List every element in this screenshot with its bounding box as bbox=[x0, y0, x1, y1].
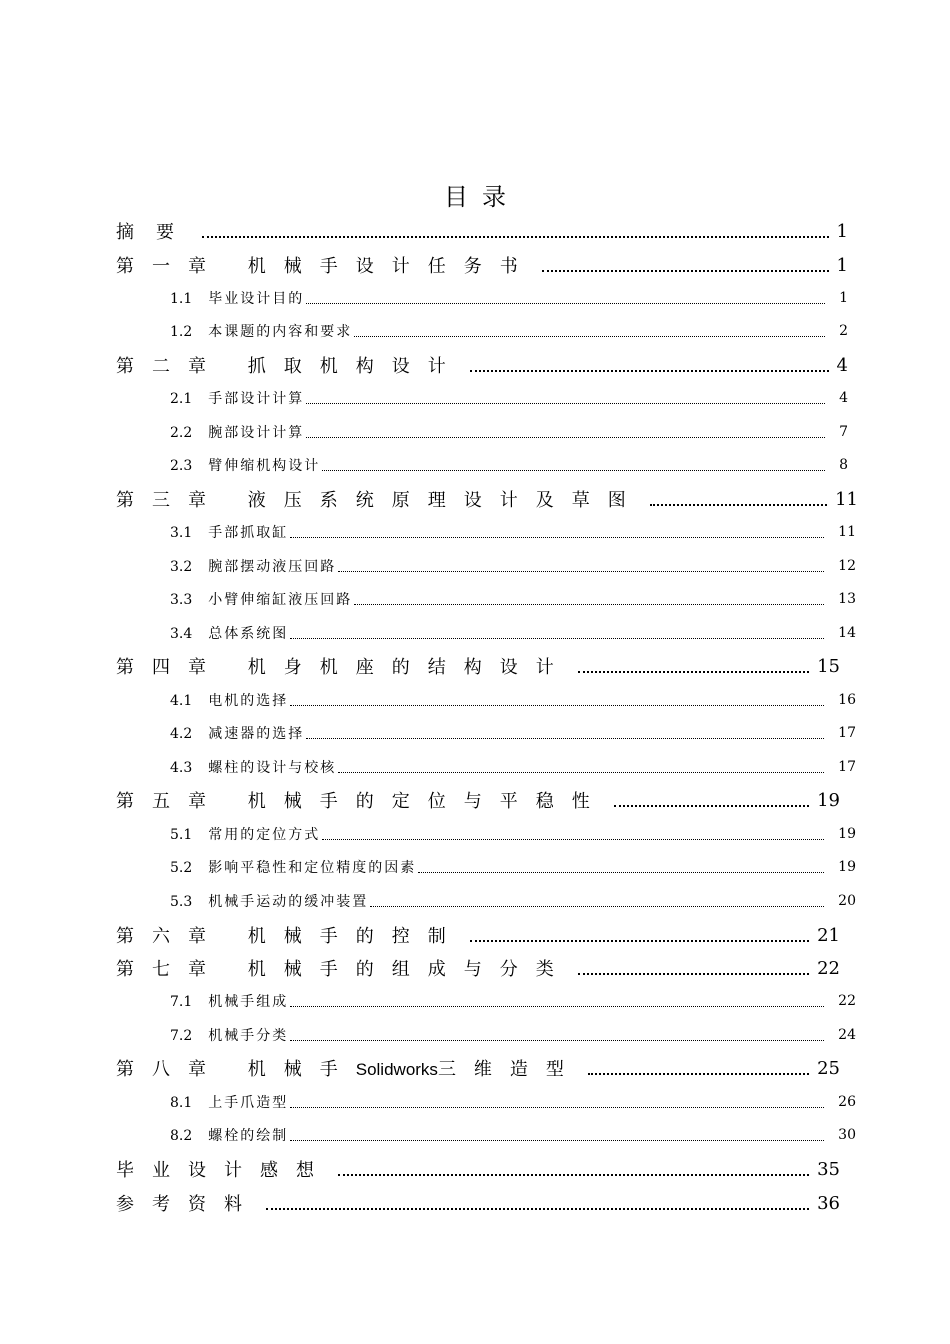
toc-entry-label bbox=[170, 1125, 288, 1145]
toc-page-number: 19 bbox=[838, 859, 856, 875]
toc-dot-leader bbox=[470, 940, 809, 942]
toc-section-title: 毕业设计目的 bbox=[208, 291, 305, 307]
toc-entry-label bbox=[170, 757, 336, 777]
toc-entry-label bbox=[170, 623, 288, 643]
toc-chapter-entry[interactable] bbox=[116, 1186, 840, 1220]
toc-entry-label: 第八章 机械手Solidworks三维造型 bbox=[116, 1059, 582, 1080]
toc-dot-leader bbox=[338, 772, 824, 773]
toc-page-number: 17 bbox=[838, 759, 856, 775]
toc-chapter-entry[interactable] bbox=[116, 649, 840, 683]
toc-section-entry[interactable] bbox=[170, 984, 856, 1018]
toc-section-title: 臂伸缩机构设计 bbox=[208, 458, 321, 474]
toc-entry-label: 第七章 机械手的组成与分类 bbox=[116, 959, 572, 980]
toc-page-number: 30 bbox=[838, 1127, 856, 1143]
toc-section-title: 螺柱的设计与校核 bbox=[208, 760, 337, 776]
toc-page-number: 25 bbox=[817, 1057, 840, 1079]
toc-page-number: 13 bbox=[838, 591, 856, 607]
toc-section-title: 影响平稳性和定位精度的因素 bbox=[208, 860, 417, 876]
toc-entry-label: 第五章 机械手的定位与平稳性 bbox=[116, 791, 608, 812]
toc-section-number: 3.3 bbox=[170, 592, 193, 608]
toc-section-title: 常用的定位方式 bbox=[208, 827, 321, 843]
toc-entry-label: 第二章 抓取机构设计 bbox=[116, 356, 464, 377]
toc-section-entry[interactable] bbox=[170, 750, 856, 784]
toc-entry-label: 摘要 bbox=[116, 222, 196, 243]
toc-dot-leader bbox=[306, 303, 825, 304]
toc-section-entry[interactable] bbox=[170, 549, 856, 583]
toc-dot-leader bbox=[306, 738, 824, 739]
toc-section-entry[interactable] bbox=[170, 850, 856, 884]
toc-section-number: 2.1 bbox=[170, 391, 193, 407]
toc-section-title: 机械手组成 bbox=[208, 994, 289, 1010]
toc-chapter-entry[interactable] bbox=[116, 1152, 840, 1186]
toc-page-number: 21 bbox=[817, 924, 840, 946]
toc-section-title: 螺栓的绘制 bbox=[208, 1128, 289, 1144]
toc-dot-leader bbox=[290, 1006, 824, 1007]
toc-section-number: 5.1 bbox=[170, 827, 193, 843]
toc-dot-leader bbox=[306, 437, 825, 438]
toc-entry-label bbox=[170, 723, 304, 743]
toc-page-number: 15 bbox=[817, 655, 840, 677]
toc-page-number: 22 bbox=[817, 957, 840, 979]
toc-dot-leader bbox=[290, 537, 824, 538]
toc-section-entry[interactable] bbox=[170, 314, 848, 348]
toc-page-number: 1 bbox=[836, 220, 848, 242]
toc-section-number: 3.1 bbox=[170, 525, 193, 541]
toc-dot-leader bbox=[614, 805, 809, 807]
toc-section-entry[interactable] bbox=[170, 515, 856, 549]
toc-section-title: 机械手分类 bbox=[208, 1028, 289, 1044]
toc-section-number: 5.2 bbox=[170, 860, 193, 876]
toc-entry-label bbox=[170, 288, 304, 308]
toc-page-number: 12 bbox=[838, 558, 856, 574]
toc-entry-label: 毕业设计感想 bbox=[116, 1160, 332, 1181]
toc-entry-label bbox=[170, 589, 352, 609]
toc-chapter-entry[interactable] bbox=[116, 951, 840, 985]
toc-dot-leader bbox=[470, 370, 829, 372]
toc-dot-leader bbox=[578, 973, 809, 975]
toc-entry-label bbox=[170, 422, 304, 442]
toc-dot-leader bbox=[354, 604, 824, 605]
toc-entry-label bbox=[170, 891, 368, 911]
toc-page-number: 22 bbox=[838, 993, 856, 1009]
toc-section-title: 上手爪造型 bbox=[208, 1095, 289, 1111]
page-title: 目录 bbox=[444, 183, 520, 211]
toc-section-number: 8.1 bbox=[170, 1095, 193, 1111]
toc-dot-leader bbox=[322, 470, 825, 471]
toc-page-number: 24 bbox=[838, 1027, 856, 1043]
toc-dot-leader bbox=[266, 1208, 809, 1210]
toc-page-number: 14 bbox=[838, 625, 856, 641]
toc-page-number: 26 bbox=[838, 1094, 856, 1110]
toc-page-number: 20 bbox=[838, 893, 856, 909]
toc-section-title: 本课题的内容和要求 bbox=[208, 324, 353, 340]
toc-page-number: 2 bbox=[839, 323, 848, 339]
toc-dot-leader bbox=[290, 1040, 824, 1041]
toc-chapter-entry[interactable] bbox=[116, 482, 858, 516]
toc-page-number: 35 bbox=[817, 1158, 840, 1180]
toc-entry-label bbox=[170, 321, 352, 341]
toc-dot-leader bbox=[306, 403, 825, 404]
toc-entry-label: 第四章 机身机座的结构设计 bbox=[116, 657, 572, 678]
toc-chapter-entry[interactable] bbox=[116, 214, 848, 248]
toc-dot-leader bbox=[370, 906, 824, 907]
toc-page-number: 19 bbox=[838, 826, 856, 842]
toc-section-number: 4.1 bbox=[170, 693, 193, 709]
toc-entry-label bbox=[170, 455, 320, 475]
toc-section-title: 小臂伸缩缸液压回路 bbox=[208, 592, 353, 608]
toc-section-number: 1.1 bbox=[170, 291, 193, 307]
toc-section-entry[interactable] bbox=[170, 1018, 856, 1052]
toc-entry-label bbox=[170, 1025, 288, 1045]
toc-dot-leader bbox=[338, 571, 824, 572]
toc-section-number: 2.3 bbox=[170, 458, 193, 474]
toc-section-title: 手部抓取缸 bbox=[208, 525, 289, 541]
toc-page-number: 11 bbox=[838, 524, 856, 540]
toc-section-number: 8.2 bbox=[170, 1128, 193, 1144]
toc-entry-label bbox=[170, 1092, 288, 1112]
toc-dot-leader bbox=[542, 270, 829, 272]
toc-dot-leader bbox=[588, 1073, 809, 1075]
toc-page-number: 19 bbox=[817, 789, 840, 811]
toc-dot-leader bbox=[578, 671, 809, 673]
toc-entry-label bbox=[170, 556, 336, 576]
toc-section-title: 减速器的选择 bbox=[208, 726, 305, 742]
toc-section-title: 机械手运动的缓冲装置 bbox=[208, 894, 369, 910]
toc-dot-leader bbox=[290, 1140, 824, 1141]
toc-section-number: 3.2 bbox=[170, 559, 193, 575]
toc-section-entry[interactable] bbox=[170, 448, 848, 482]
toc-dot-leader bbox=[650, 504, 827, 506]
toc-dot-leader bbox=[354, 336, 825, 337]
toc-section-title: 电机的选择 bbox=[208, 693, 289, 709]
toc-section-entry[interactable] bbox=[170, 1118, 856, 1152]
toc-chapter-entry[interactable] bbox=[116, 248, 848, 282]
toc-section-number: 3.4 bbox=[170, 626, 193, 642]
toc-page-number: 17 bbox=[838, 725, 856, 741]
toc-entry-label: 第一章 机械手设计任务书 bbox=[116, 256, 536, 277]
toc-chapter-entry[interactable] bbox=[116, 918, 840, 952]
toc-section-title: 总体系统图 bbox=[208, 626, 289, 642]
toc-section-number: 7.1 bbox=[170, 994, 193, 1010]
toc-page-number: 8 bbox=[839, 457, 848, 473]
toc-dot-leader bbox=[290, 638, 824, 639]
toc-section-entry[interactable] bbox=[170, 1085, 856, 1119]
toc-section-entry[interactable] bbox=[170, 616, 856, 650]
toc-entry-label bbox=[170, 388, 304, 408]
toc-dot-leader bbox=[290, 1107, 824, 1108]
toc-page-number: 4 bbox=[839, 390, 848, 406]
toc-section-entry[interactable] bbox=[170, 415, 848, 449]
toc-section-title: 手部设计计算 bbox=[208, 391, 305, 407]
toc-section-entry[interactable] bbox=[170, 716, 856, 750]
toc-section-entry[interactable] bbox=[170, 582, 856, 616]
toc-page-number: 1 bbox=[839, 290, 848, 306]
toc-section-number: 2.2 bbox=[170, 425, 193, 441]
toc-section-entry[interactable] bbox=[170, 884, 856, 918]
toc-page-number: 36 bbox=[817, 1192, 840, 1214]
toc-page-number: 11 bbox=[835, 488, 858, 510]
toc-entry-label bbox=[170, 991, 288, 1011]
toc-entry-label bbox=[170, 824, 320, 844]
toc-chapter-entry[interactable] bbox=[116, 348, 848, 382]
toc-page-number: 4 bbox=[836, 354, 848, 376]
toc-dot-leader bbox=[418, 872, 824, 873]
toc-entry-label: 参考资料 bbox=[116, 1194, 260, 1215]
toc-section-number: 7.2 bbox=[170, 1028, 193, 1044]
toc-page-number: 1 bbox=[836, 254, 848, 276]
toc-dot-leader bbox=[338, 1174, 809, 1176]
toc-section-entry[interactable] bbox=[170, 817, 856, 851]
toc-section-entry[interactable] bbox=[170, 683, 856, 717]
toc-entry-label bbox=[170, 857, 416, 877]
toc-section-title: 腕部设计计算 bbox=[208, 425, 305, 441]
toc-section-number: 5.3 bbox=[170, 894, 193, 910]
toc-dot-leader bbox=[290, 705, 824, 706]
toc-entry-label: 第三章 液压系统原理设计及草图 bbox=[116, 490, 644, 511]
toc-page-number: 16 bbox=[838, 692, 856, 708]
toc-entry-label bbox=[170, 690, 288, 710]
toc-entry-label: 第六章 机械手的控制 bbox=[116, 926, 464, 947]
toc-section-number: 1.2 bbox=[170, 324, 193, 340]
toc-dot-leader bbox=[202, 236, 829, 238]
toc-chapter-entry[interactable] bbox=[116, 783, 840, 817]
toc-section-title: 腕部摆动液压回路 bbox=[208, 559, 337, 575]
toc-section-entry[interactable] bbox=[170, 381, 848, 415]
toc-section-number: 4.3 bbox=[170, 760, 193, 776]
toc-dot-leader bbox=[322, 839, 824, 840]
toc-section-number: 4.2 bbox=[170, 726, 193, 742]
toc-chapter-entry[interactable] bbox=[116, 1051, 840, 1085]
toc-page-number: 7 bbox=[839, 424, 848, 440]
toc-entry-label bbox=[170, 522, 288, 542]
toc-section-entry[interactable] bbox=[170, 281, 848, 315]
